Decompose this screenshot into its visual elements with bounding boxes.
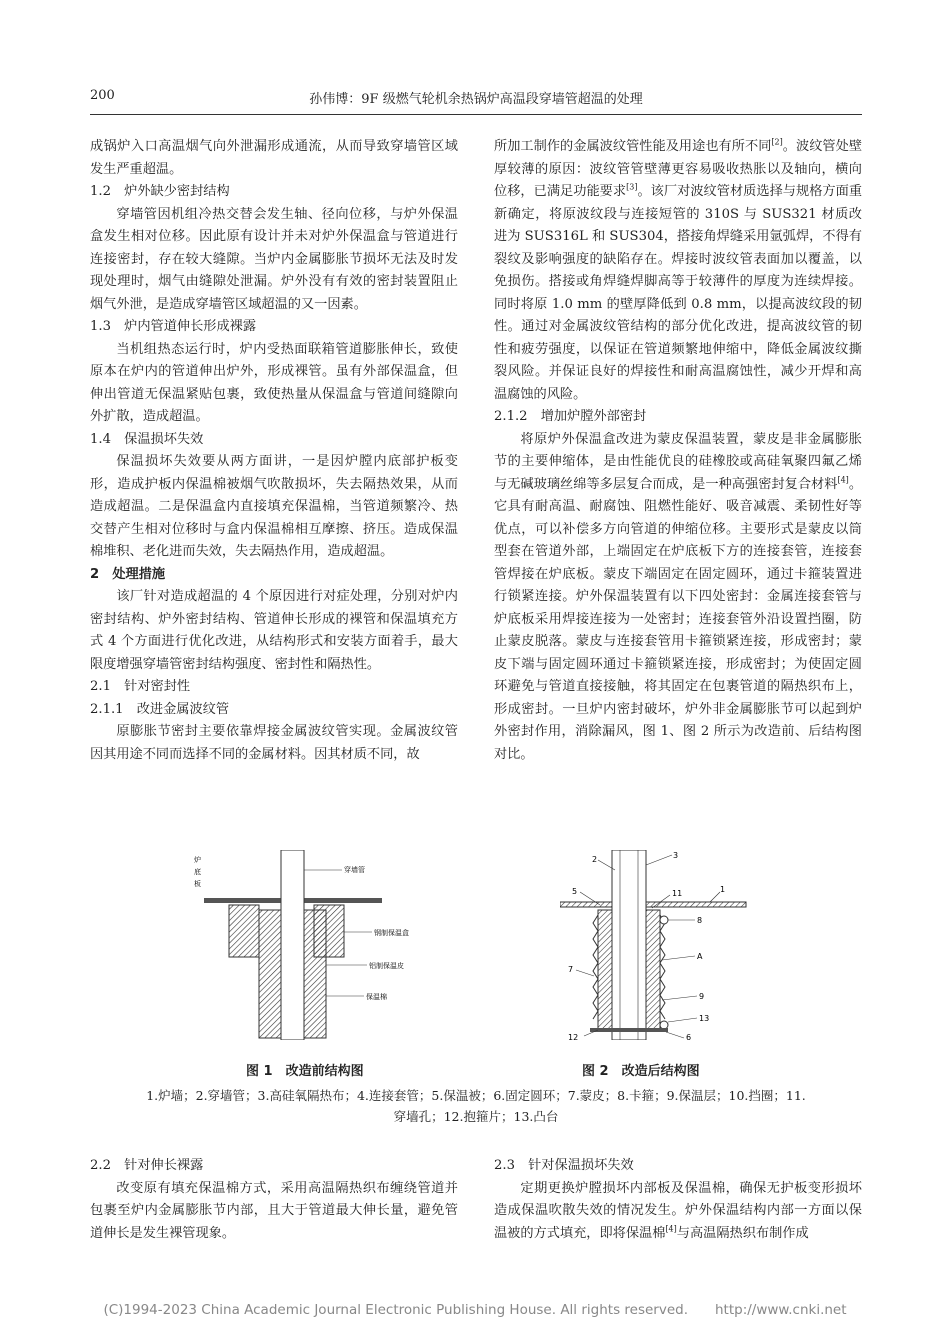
paragraph — [494, 429, 862, 767]
paragraph: 原膨胀节密封主要依靠焊接金属波纹管实现。金属波纹管因其用途不同而选择不同的金属材料。因其材质不同，故 — [90, 724, 458, 762]
text-run: 。该厂对波纹管材质选择与规格方面重新确定，将原波纹段与连接短管的 310S 与 SUS321 材质改进为 SUS316L 和 SUS304，搭接角焊缝采用氩弧焊，不得有裂纹及影响强度的缺陷存在。焊接时波纹管表面加以覆盖，以免损伤。搭接或角焊缝焊脚高等于较薄件的厚度为连续焊接。同时将原 1.0 mm 的壁厚降低到 0.8 mm，以提高波纹段的韧性。通过对金属波纹管结构的部分优化改进，提高波纹管的韧性和疲劳强度，以保证在管道频繁地伸缩中，降低金属波纹撕裂风险。并保证良好的焊接性和耐高温腐蚀性，减少开焊和高温腐蚀的风险。 — [494, 184, 863, 402]
citation: [3] — [626, 182, 638, 192]
fig2-label: 12 — [568, 1033, 579, 1040]
sleeve-right — [304, 910, 326, 1038]
figure-1-before-structure — [192, 850, 432, 1040]
paragraph: 成锅炉入口高温烟气向外泄漏形成通流，从而导致穿墙管区域发生严重超温。 — [90, 139, 458, 177]
fig1-label: 板 — [194, 880, 201, 888]
legend-line: 1.炉墙；2.穿墙管；3.高硅氧隔热布；4.连接套管；5.保温被；6.固定圆环；7.蒙皮；8.卡箍；9.保温层；10.挡圈；11. — [146, 1088, 806, 1103]
bottom-left-column — [90, 1155, 458, 1245]
paragraph: 当机组热态运行时，炉内受热面联箱管道膨胀伸长，致使原本在炉内的管道伸出炉外，形成裸管。虽有外部保温盒，但伸出管道无保温紧贴包裹，致使热量从保温盒与管道间缝隙向外扩散，造成超温。 — [90, 341, 458, 424]
header-rule — [90, 114, 862, 115]
section-heading-2: 2 处理措施 — [90, 566, 166, 582]
fig2-label: 8 — [697, 916, 703, 925]
text-run: 所加工制作的金属波纹管性能及用途也有所不同 — [494, 139, 772, 154]
figure-2-after-structure — [560, 850, 750, 1040]
fig1-label: 穿墙管 — [344, 866, 365, 874]
left-column — [90, 136, 458, 766]
figure-1-caption: 图 1 改造前结构图 — [246, 1064, 364, 1079]
fig2-label: 13 — [699, 1014, 710, 1023]
text-run: 。它具有耐高温、耐腐蚀、阻燃性能好、吸音减震、柔韧性好等优点，可以补偿多方向管道的伸缩位移。主要形式是蒙皮以筒型套在管道外部，上端固定在炉底板下方的连接套管，连接套管焊接在炉底板。蒙皮下端固定在固定圆环，通过卡箍装置进行锁紧连接。炉外保温装置有以下四处密封：金属连接套管与炉底板采用焊接连接为一处密封；连接套管外沿设置挡圈，防止蒙皮脱落。蒙皮与连接套管用卡箍锁紧连接，形成密封；蒙皮下端与固定圆环通过卡箍锁紧连接，形成密封；为使固定圆环避免与管道直接接触，将其固定在包裹管道的隔热织布上，形成密封。一旦炉内密封破坏，炉外非金属膨胀节可以起到炉外密封作用，消除漏风，图 1、图 2 所示为改造前、后结构图对比。 — [494, 476, 863, 762]
figure-2-caption: 图 2 改造后结构图 — [582, 1064, 700, 1079]
section-heading-2-3: 2.3 针对保温损坏失效 — [494, 1158, 634, 1173]
fig2-label: 1 — [720, 885, 726, 894]
citation: [2] — [771, 137, 783, 147]
section-heading-1-4: 1.4 保温损坏失效 — [90, 431, 204, 447]
paragraph — [494, 1178, 862, 1246]
insulation-blanket-left — [598, 910, 612, 1030]
fig1-label: 钢制保温盒 — [374, 929, 409, 937]
clamp-icon — [660, 916, 668, 924]
copyright-footer: (C)1994-2023 China Academic Journal Electronic Publishing House. All rights reserved. http://www.cnki.net — [103, 1302, 847, 1318]
text-run: 。波纹管处壁厚较薄的原因：波纹管管壁薄更容易吸收热胀以及轴向，横向位移，已满足功能要求 — [494, 139, 863, 199]
insulation-box-left — [229, 905, 259, 957]
section-heading-1-2: 1.2 炉外缺少密封结构 — [90, 184, 230, 199]
text-run: 与高温隔热织布制作成 — [676, 1225, 809, 1241]
section-heading-2-1-1: 2.1.1 改进金属波纹管 — [90, 701, 230, 717]
fig1-label: 炉 — [194, 856, 201, 864]
bottom-right-column — [494, 1155, 862, 1245]
fig1-label: 保温棉 — [366, 993, 387, 1001]
page-header — [90, 88, 862, 110]
fig2-label: 3 — [673, 851, 679, 860]
insulation-blanket-right — [646, 910, 660, 1030]
fig2-label: 11 — [672, 889, 683, 898]
sleeve-left — [259, 910, 281, 1038]
page-number: 200 — [90, 88, 115, 103]
paragraph: 该厂针对造成超温的 4 个原因进行对症处理，分别对炉内密封结构、炉外密封结构、管道伸长形成的裸管和保温填充方式 4 个方面进行优化改进，从结构形式和安装方面着手，最大限度增强穿墙管密封结构强度、密封性和隔热性。 — [90, 589, 458, 672]
section-heading-2-1: 2.1 针对密封性 — [90, 679, 191, 694]
legend-line: 穿墙孔；12.抱箍片；13.凸台 — [393, 1109, 559, 1124]
section-heading-2-1-2: 2.1.2 增加炉膛外部密封 — [494, 409, 647, 424]
section-heading-1-3: 1.3 炉内管道伸长形成裸露 — [90, 319, 257, 334]
fixed-ring — [590, 1028, 668, 1032]
paragraph: 改变原有填充保温棉方式，采用高温隔热织布缠绕管道并包裹至炉内金属膨胀节内部，且大于管道最大伸长量，避免管道伸长是发生裸管现象。 — [90, 1180, 458, 1241]
figure-legend — [90, 1085, 862, 1127]
skin-right — [660, 915, 665, 1019]
fig1-label: 底 — [194, 868, 201, 876]
fig2-label: 7 — [568, 965, 574, 974]
wall-pipe — [612, 850, 646, 1040]
fig2-label: 9 — [699, 992, 705, 1001]
fig1-label: 铝制保温皮 — [369, 962, 404, 970]
text-run: 定期更换炉膛损坏内部板及保温棉，确保无护板变形损坏造成保温吹散失效的情况发生。炉外保温结构内部一方面以保温被的方式填充，即将保温棉 — [494, 1180, 862, 1241]
running-title: 孙伟博：9F 级燃气轮机余热锅炉高温段穿墙管超温的处理 — [309, 92, 643, 107]
text-run: 将原炉外保温盒改进为蒙皮保温装置，蒙皮是非金属膨胀节的主要伸缩体，是由性能优良的硅橡胶或高硅氧聚四氟乙烯与无碱玻璃丝绵等多层复合而成，是一种高强密封复合材料 — [494, 431, 862, 492]
citation: [4] — [665, 1224, 677, 1234]
paragraph: 穿墙管因机组冷热交替会发生轴、径向位移，与炉外保温盒发生相对位移。因此原有设计并未对炉外保温盒与管道进行连接密封，存在较大缝隙。当炉内金属膨胀节损坏无法及时发现处理时，烟气由缝隙处泄漏。炉外没有有效的密封装置阻止烟气外泄，是造成穿墙管区域超温的又一因素。 — [90, 206, 458, 312]
wall-pipe — [281, 850, 304, 1040]
citation: [4] — [837, 475, 849, 485]
fig2-label: 5 — [572, 887, 578, 896]
fig2-label: 6 — [686, 1033, 692, 1040]
paragraph — [494, 136, 862, 406]
clamp-icon — [660, 1021, 668, 1029]
paragraph: 保温损坏失效要从两方面讲，一是因炉膛内底部护板变形，造成护板内保温棉被烟气吹散损坏，失去隔热效果，从而造成超温。二是保温盒内直接填充保温棉，当管道频繁冷、热交替产生相对位移时与盒内保温棉相互摩擦、挤压。造成保温棉堆积、老化进而失效，失去隔热作用，造成超温。 — [90, 454, 458, 559]
fig2-label: A — [697, 952, 703, 961]
fig2-label: 2 — [592, 855, 598, 864]
skin-left — [593, 915, 598, 1019]
furnace-wall — [560, 902, 746, 907]
section-heading-2-2: 2.2 针对伸长裸露 — [90, 1158, 204, 1173]
right-column — [494, 136, 862, 766]
